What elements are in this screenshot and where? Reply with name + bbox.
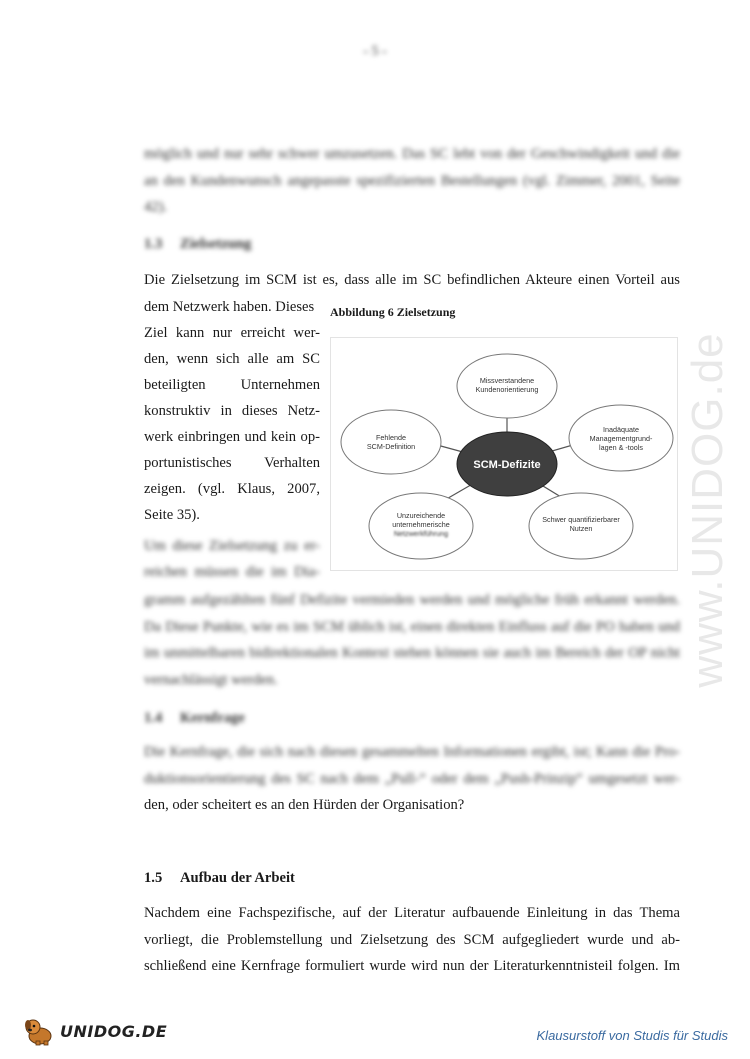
node-left — [341, 410, 441, 474]
text-line: an den Kundenwunsch angepasste spezifizierten Bestellungen (vgl. Zimmer, 2001, Seite — [144, 172, 680, 189]
text-line: konstruktiv in dieses Netz- — [144, 403, 320, 419]
aufbau-paragraph — [144, 900, 680, 980]
footer-tagline: Klausurstoff von Studis für Studis — [536, 1028, 728, 1043]
diagram-svg — [331, 338, 677, 570]
kernfrage-blurred — [144, 739, 680, 792]
node-left-line-2: SCM-Definition — [366, 442, 416, 451]
text-line: den, wenn sich alle am SC — [144, 351, 320, 367]
section-title: Zielsetzung — [180, 236, 252, 252]
watermark: www.UNIDOG.de — [683, 332, 732, 688]
node-left-line-1: Fehlende — [376, 433, 406, 442]
text-line: portunistisches Verhalten — [144, 455, 320, 471]
section-heading-1-5 — [144, 870, 295, 887]
text-line: Um diese Zielsetzung zu er- — [144, 538, 320, 554]
node-center — [457, 432, 557, 496]
section-heading-1-4 — [144, 710, 245, 727]
node-bottom-left-line-2: unternehmerische — [392, 520, 450, 529]
node-center-label: SCM-Defizite — [473, 459, 541, 471]
node-bottom-right — [529, 493, 633, 559]
node-right-line-3: lagen & -tools — [599, 443, 643, 452]
text-line: Ziel kann nur erreicht wer- — [144, 325, 320, 341]
node-top — [457, 354, 557, 418]
text-line: beteiligten Unternehmen — [144, 377, 320, 393]
page-number: - 5 - — [363, 44, 387, 59]
text-line: Die Kernfrage, die sich nach diesen gesammelten Informationen ergibt, ist; Kann die Pro- — [144, 744, 680, 760]
text-line: zeigen. (vgl. Klaus, 2007, — [144, 481, 320, 497]
node-top-line-2: Kundenorientierung — [475, 385, 539, 394]
figure-caption: Abbildung 6 Zielsetzung — [330, 305, 456, 319]
logo-text: UNIDOG.DE — [60, 1021, 168, 1041]
text-line: vorliegt, die Problemstellung und Zielsetzung des SCM aufgegliedert wurde und ab- — [144, 931, 680, 948]
zielsetzung-blurred-narrow — [144, 533, 320, 585]
node-bottom-right-line-2: Nutzen — [569, 524, 593, 533]
node-bottom-right-line-1: Schwer quantifizierbarer — [542, 515, 620, 524]
intro-paragraph — [144, 141, 680, 221]
text-line: Seite 35). — [144, 507, 200, 523]
node-bottom-left — [369, 493, 473, 559]
zielsetzung-first-line — [144, 267, 680, 294]
text-line: den, oder scheitert es an den Hürden der Organisation? — [144, 797, 465, 813]
section-number: 1.4 — [144, 710, 163, 726]
scm-defizite-diagram — [330, 337, 678, 571]
text-line: duktionsorientierung des SC nach dem „Pull-“ oder dem „Push-Prinzip“ umgesetzt wer- — [144, 770, 680, 787]
unidog-logo[interactable] — [22, 1016, 167, 1046]
text-line: reichen müssen die im Dia- — [144, 564, 320, 580]
text-line: werk einbringen und kein op- — [144, 429, 320, 445]
text-line: möglich und nur sehr schwer umzusetzen. Das SC lebt von der Geschwindigkeit und die — [144, 146, 680, 162]
section-heading-1-3 — [144, 236, 251, 253]
section-number: 1.3 — [144, 236, 163, 252]
text-line: gramm aufgezählten fünf Defizite vermieden werden und mögliche früh erkannt werden. — [144, 592, 680, 608]
text-line: 42). — [144, 199, 168, 215]
zielsetzung-blurred-full — [144, 587, 680, 693]
text-line: Nachdem eine Fachspezifische, auf der Literatur aufbauende Einleitung in das Thema — [144, 905, 680, 921]
section-title: Aufbau der Arbeit — [180, 870, 295, 886]
section-number: 1.5 — [144, 870, 163, 886]
node-bottom-left-line-3: Netzwerkführung — [393, 529, 449, 538]
dog-mascot-icon — [22, 1016, 56, 1046]
node-bottom-left-line-1: Unzureichende — [396, 511, 446, 520]
node-right-line-2: Managementgrund- — [589, 434, 653, 443]
section-title: Kernfrage — [180, 710, 245, 726]
text-line: dem Netzwerk haben. Dieses — [144, 299, 315, 315]
text-line: Da Diese Punkte, wie es im SCM üblich ist, einen direkten Einfluss auf die PO haben und — [144, 618, 680, 635]
text-line: schließend eine Kernfrage formuliert wurde wird nun der Literaturkenntnisteil folgen. Im — [144, 958, 680, 974]
text-line: Die Zielsetzung im SCM ist es, dass alle im SC befindlichen Akteure einen Vorteil aus — [144, 272, 680, 288]
node-right-line-1: Inadäquate — [603, 425, 639, 434]
node-top-line-1: Missverstandene — [479, 376, 535, 385]
text-line: vernachlässigt werden. — [144, 671, 278, 688]
node-right — [569, 405, 673, 471]
zielsetzung-narrow-text — [144, 294, 320, 528]
text-line: im unmittelbaren bidirektionalen Kontext stehen können sie auch im Bereich der OP nicht — [144, 645, 680, 661]
kernfrage-clear — [144, 792, 680, 819]
